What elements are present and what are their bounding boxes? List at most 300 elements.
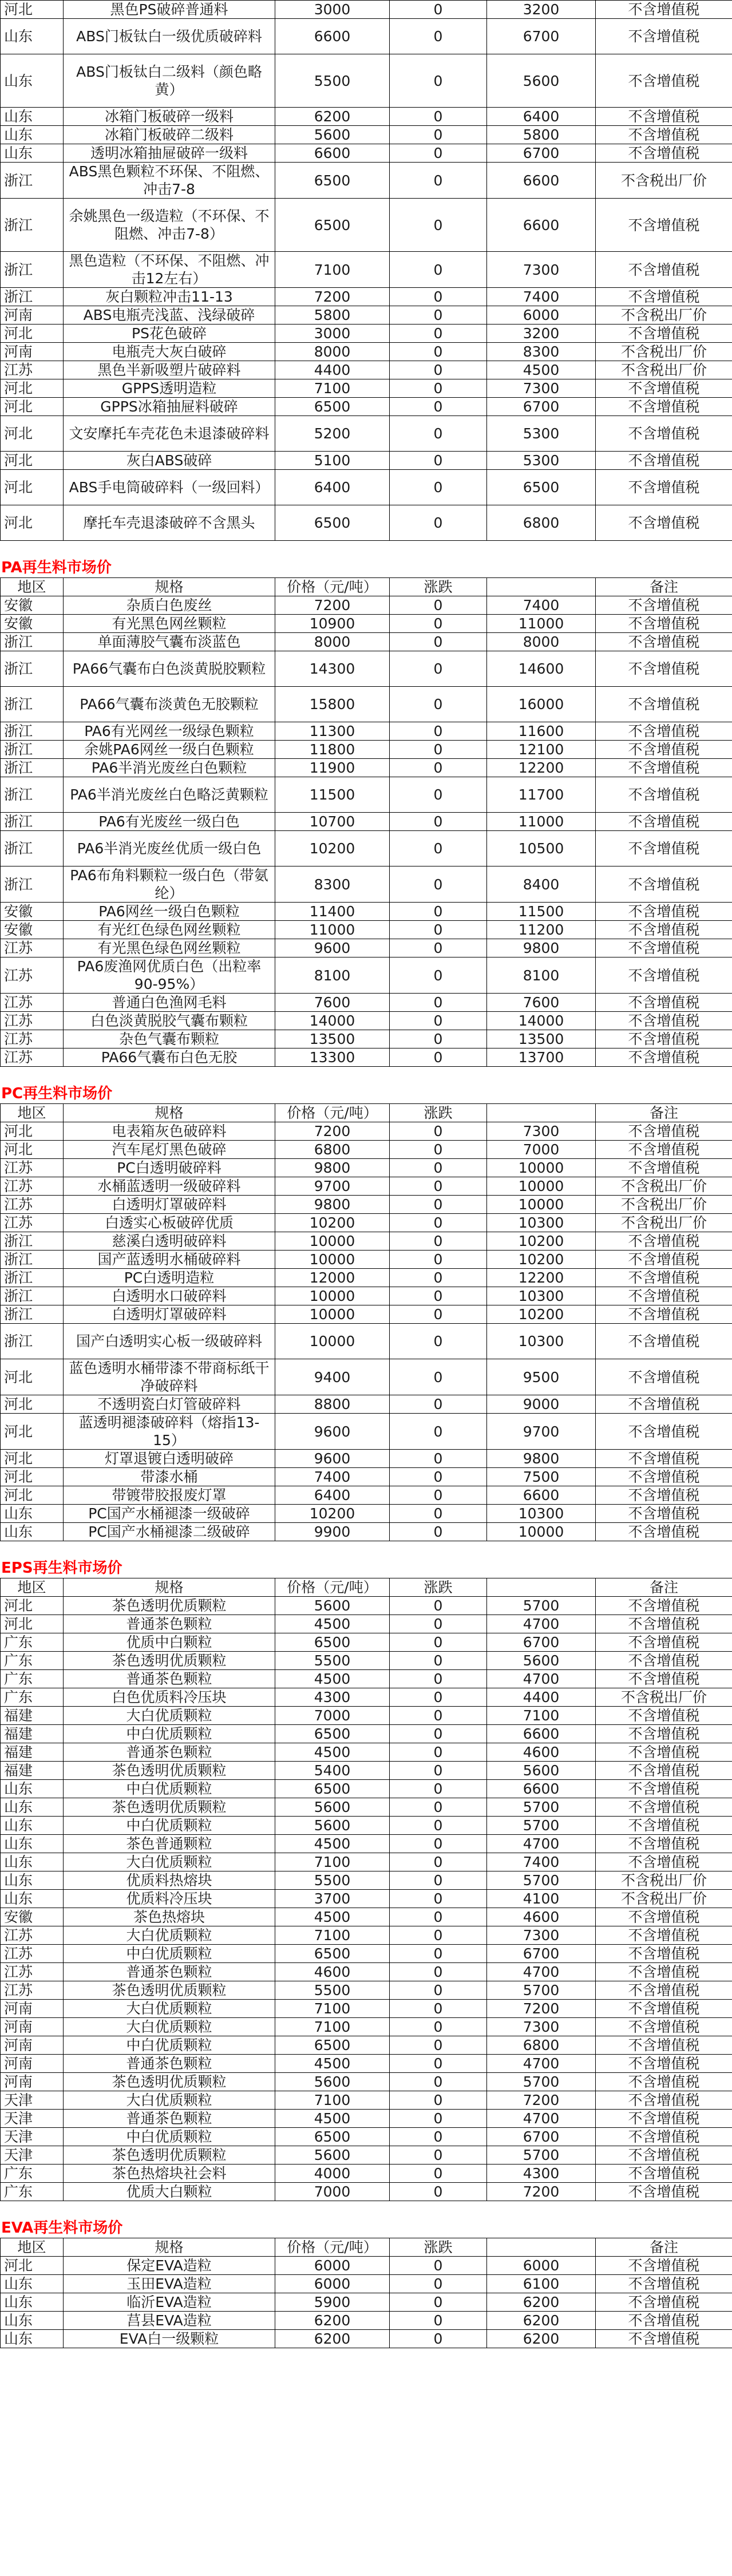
- spec-cell: 杂质白色废丝: [64, 596, 275, 615]
- region-cell: 江苏: [1, 361, 64, 379]
- price-high-cell: 6500: [487, 470, 596, 505]
- change-cell: 0: [390, 2165, 487, 2183]
- spec-cell: 国产蓝透明水桶破碎料: [64, 1251, 275, 1269]
- price-low-cell: 6500: [275, 163, 390, 199]
- spec-cell: ABS黑色颗粒不环保、不阻燃、冲击7-8: [64, 163, 275, 199]
- note-cell: 不含增值税: [596, 19, 732, 54]
- note-cell: 不含增值税: [596, 1305, 732, 1324]
- price-high-cell: 10000: [487, 1523, 596, 1541]
- price-high-cell: 7500: [487, 1468, 596, 1486]
- note-cell: 不含增值税: [596, 54, 732, 108]
- region-cell: 福建: [1, 1725, 64, 1743]
- price-low-cell: 10200: [275, 831, 390, 866]
- note-cell: 不含增值税: [596, 1030, 732, 1048]
- price-high-cell: 4700: [487, 2055, 596, 2073]
- price-low-cell: 4000: [275, 2165, 390, 2183]
- spec-cell: 余姚黑色一级造粒（不环保、不阻燃、冲击7-8）: [64, 199, 275, 252]
- header-cell: [487, 1578, 596, 1597]
- change-cell: 0: [390, 1670, 487, 1688]
- price-high-cell: 13500: [487, 1030, 596, 1048]
- price-low-cell: 7100: [275, 252, 390, 288]
- table-row: [1, 1214, 732, 1232]
- change-cell: 0: [390, 1853, 487, 1871]
- change-cell: 0: [390, 288, 487, 306]
- spec-cell: PA6有光网丝一级绿色颗粒: [64, 722, 275, 741]
- region-cell: 山东: [1, 2293, 64, 2312]
- note-cell: 不含增值税: [596, 452, 732, 470]
- price-low-cell: 15800: [275, 687, 390, 722]
- price-high-cell: 8400: [487, 866, 596, 903]
- spec-cell: 蓝透明褪漆破碎料（熔指13-15）: [64, 1414, 275, 1450]
- change-cell: 0: [390, 615, 487, 633]
- header-cell: 地区: [1, 1104, 64, 1122]
- region-cell: 天津: [1, 2128, 64, 2146]
- table-row: [1, 2146, 732, 2165]
- change-cell: 0: [390, 903, 487, 921]
- region-cell: 江苏: [1, 994, 64, 1012]
- header-cell: 备注: [596, 1104, 732, 1122]
- region-cell: 河北: [1, 2257, 64, 2275]
- price-high-cell: 6600: [487, 199, 596, 252]
- note-cell: 不含税出厂价: [596, 1890, 732, 1908]
- change-cell: 0: [390, 1707, 487, 1725]
- region-cell: 广东: [1, 2165, 64, 2183]
- spec-cell: 冰箱门板破碎二级料: [64, 126, 275, 144]
- region-cell: 山东: [1, 1505, 64, 1523]
- spec-cell: 临沂EVA造粒: [64, 2293, 275, 2312]
- note-cell: 不含增值税: [596, 1414, 732, 1450]
- price-low-cell: 4500: [275, 1670, 390, 1688]
- price-low-cell: 6600: [275, 19, 390, 54]
- price-high-cell: 5300: [487, 416, 596, 452]
- change-cell: 0: [390, 1963, 487, 1981]
- table-row: [1, 54, 732, 108]
- table-row: [1, 163, 732, 199]
- region-cell: 浙江: [1, 759, 64, 777]
- table-row: [1, 1269, 732, 1287]
- region-cell: 河北: [1, 470, 64, 505]
- header-cell: 规格: [64, 1104, 275, 1122]
- price-high-cell: 7400: [487, 596, 596, 615]
- spec-cell: ABS门板钛白一级优质破碎料: [64, 19, 275, 54]
- price-low-cell: 10000: [275, 1324, 390, 1359]
- price-low-cell: 5500: [275, 1871, 390, 1890]
- change-cell: 0: [390, 939, 487, 957]
- change-cell: 0: [390, 1232, 487, 1251]
- change-cell: 0: [390, 2312, 487, 2330]
- table-row: [1, 1688, 732, 1707]
- region-cell: 河北: [1, 1597, 64, 1615]
- region-cell: 河北: [1, 1359, 64, 1395]
- change-cell: 0: [390, 2183, 487, 2201]
- table-row: [1, 199, 732, 252]
- section-title-eva: EVA再生料市场价: [1, 2219, 123, 2237]
- price-high-cell: 10500: [487, 831, 596, 866]
- spec-cell: 大白优质颗粒: [64, 2018, 275, 2036]
- region-cell: 山东: [1, 1817, 64, 1835]
- change-cell: 0: [390, 1505, 487, 1523]
- note-cell: 不含税出厂价: [596, 343, 732, 361]
- region-cell: 山东: [1, 126, 64, 144]
- spec-cell: PA6废渔网优质白色（出粒率90-95%）: [64, 957, 275, 994]
- price-low-cell: 9600: [275, 939, 390, 957]
- price-low-cell: 5200: [275, 416, 390, 452]
- change-cell: 0: [390, 306, 487, 325]
- spec-cell: EVA白一级颗粒: [64, 2330, 275, 2348]
- table-row: [1, 1853, 732, 1871]
- table-row: [1, 470, 732, 505]
- price-high-cell: 6700: [487, 398, 596, 416]
- header-cell: 价格（元/吨）: [275, 1578, 390, 1597]
- table-row: [1, 452, 732, 470]
- note-cell: 不含增值税: [596, 1048, 732, 1067]
- note-cell: 不含增值税: [596, 2000, 732, 2018]
- price-high-cell: 16000: [487, 687, 596, 722]
- change-cell: 0: [390, 1251, 487, 1269]
- table-row: [1, 722, 732, 741]
- note-cell: 不含增值税: [596, 1486, 732, 1505]
- change-cell: 0: [390, 1012, 487, 1030]
- change-cell: 0: [390, 398, 487, 416]
- spec-cell: 冰箱门板破碎一级料: [64, 108, 275, 126]
- table-row: [1, 1324, 732, 1359]
- spec-cell: 茶色透明优质颗粒: [64, 1981, 275, 2000]
- note-cell: 不含增值税: [596, 2091, 732, 2110]
- change-cell: 0: [390, 1159, 487, 1177]
- region-cell: 浙江: [1, 633, 64, 651]
- price-table-abs: [0, 0, 732, 541]
- note-cell: 不含增值税: [596, 2183, 732, 2201]
- note-cell: 不含增值税: [596, 2055, 732, 2073]
- note-cell: 不含增值税: [596, 1287, 732, 1305]
- spec-cell: 灰白颗粒冲击11-13: [64, 288, 275, 306]
- price-high-cell: 7400: [487, 1853, 596, 1871]
- region-cell: 浙江: [1, 866, 64, 903]
- spec-cell: 灰白ABS破碎: [64, 452, 275, 470]
- price-high-cell: 11000: [487, 615, 596, 633]
- price-low-cell: 8300: [275, 866, 390, 903]
- region-cell: 浙江: [1, 199, 64, 252]
- table-row: [1, 813, 732, 831]
- price-low-cell: 7600: [275, 994, 390, 1012]
- change-cell: 0: [390, 325, 487, 343]
- price-high-cell: 6800: [487, 2036, 596, 2055]
- change-cell: 0: [390, 1450, 487, 1468]
- note-cell: 不含增值税: [596, 633, 732, 651]
- region-cell: 安徽: [1, 1908, 64, 1926]
- region-cell: 江苏: [1, 1963, 64, 1981]
- region-cell: 浙江: [1, 1287, 64, 1305]
- note-cell: 不含增值税: [596, 2073, 732, 2091]
- change-cell: 0: [390, 1523, 487, 1541]
- note-cell: 不含增值税: [596, 1945, 732, 1963]
- note-cell: 不含增值税: [596, 994, 732, 1012]
- change-cell: 0: [390, 1817, 487, 1835]
- price-low-cell: 7200: [275, 596, 390, 615]
- price-low-cell: 11500: [275, 777, 390, 813]
- price-high-cell: 9800: [487, 939, 596, 957]
- change-cell: 0: [390, 1030, 487, 1048]
- spec-cell: 普通茶色颗粒: [64, 1670, 275, 1688]
- price-high-cell: 6600: [487, 1780, 596, 1798]
- header-cell: 涨跌: [390, 1578, 487, 1597]
- price-high-cell: 6000: [487, 2257, 596, 2275]
- note-cell: 不含增值税: [596, 722, 732, 741]
- table-row: [1, 1670, 732, 1688]
- note-cell: 不含增值税: [596, 1615, 732, 1633]
- price-low-cell: 6400: [275, 470, 390, 505]
- price-low-cell: 5400: [275, 1762, 390, 1780]
- table-row: [1, 1652, 732, 1670]
- header-cell: 备注: [596, 1578, 732, 1597]
- region-cell: 广东: [1, 2183, 64, 2201]
- note-cell: 不含增值税: [596, 1817, 732, 1835]
- spec-cell: PC白透明破碎料: [64, 1159, 275, 1177]
- spec-cell: 普通茶色颗粒: [64, 1743, 275, 1762]
- change-cell: 0: [390, 759, 487, 777]
- price-table-eva: [0, 2238, 732, 2348]
- price-high-cell: 4700: [487, 1835, 596, 1853]
- table-row: [1, 505, 732, 541]
- price-low-cell: 4400: [275, 361, 390, 379]
- region-cell: 浙江: [1, 1251, 64, 1269]
- change-cell: 0: [390, 1945, 487, 1963]
- table-row: [1, 994, 732, 1012]
- spec-cell: 茶色透明优质颗粒: [64, 2146, 275, 2165]
- spec-cell: 水桶蓝透明一级破碎料: [64, 1177, 275, 1196]
- change-cell: 0: [390, 1743, 487, 1762]
- header-cell: 价格（元/吨）: [275, 1104, 390, 1122]
- spec-cell: 白透实心板破碎优质: [64, 1214, 275, 1232]
- change-cell: 0: [390, 1468, 487, 1486]
- region-cell: 山东: [1, 1890, 64, 1908]
- price-high-cell: 5700: [487, 1597, 596, 1615]
- region-cell: 山东: [1, 1780, 64, 1798]
- price-low-cell: 5500: [275, 54, 390, 108]
- note-cell: 不含增值税: [596, 2312, 732, 2330]
- header-cell: 备注: [596, 578, 732, 596]
- price-high-cell: 7200: [487, 2183, 596, 2201]
- table-row: [1, 1798, 732, 1817]
- price-low-cell: 6200: [275, 2312, 390, 2330]
- price-high-cell: 12100: [487, 741, 596, 759]
- table-row: [1, 416, 732, 452]
- price-high-cell: 10300: [487, 1287, 596, 1305]
- spec-cell: ABS门板钛白二级料（颜色略黄）: [64, 54, 275, 108]
- price-low-cell: 4600: [275, 1963, 390, 1981]
- region-cell: 山东: [1, 2275, 64, 2293]
- spec-cell: 慈溪白透明破碎料: [64, 1232, 275, 1251]
- spec-cell: 不透明瓷白灯管破碎料: [64, 1395, 275, 1414]
- spec-cell: 茶色透明优质颗粒: [64, 1597, 275, 1615]
- change-cell: 0: [390, 633, 487, 651]
- price-high-cell: 6700: [487, 1633, 596, 1652]
- note-cell: 不含增值税: [596, 325, 732, 343]
- price-low-cell: 10000: [275, 1305, 390, 1324]
- price-high-cell: 5700: [487, 1981, 596, 2000]
- table-row: [1, 2330, 732, 2348]
- change-cell: 0: [390, 470, 487, 505]
- note-cell: 不含增值税: [596, 1908, 732, 1926]
- change-cell: 0: [390, 1835, 487, 1853]
- note-cell: 不含增值税: [596, 1798, 732, 1817]
- region-cell: 河南: [1, 2018, 64, 2036]
- price-low-cell: 7200: [275, 288, 390, 306]
- table-row: [1, 1048, 732, 1067]
- table-row: [1, 1450, 732, 1468]
- price-high-cell: 10000: [487, 1196, 596, 1214]
- region-cell: 河北: [1, 505, 64, 541]
- region-cell: 江苏: [1, 939, 64, 957]
- price-low-cell: 3000: [275, 325, 390, 343]
- table-row: [1, 1523, 732, 1541]
- note-cell: 不含增值税: [596, 687, 732, 722]
- note-cell: 不含增值税: [596, 144, 732, 163]
- change-cell: 0: [390, 1762, 487, 1780]
- price-high-cell: 7200: [487, 2091, 596, 2110]
- price-low-cell: 10200: [275, 1214, 390, 1232]
- price-high-cell: 7300: [487, 1926, 596, 1945]
- price-low-cell: 4500: [275, 1835, 390, 1853]
- table-row: [1, 343, 732, 361]
- table-row: [1, 2000, 732, 2018]
- region-cell: 浙江: [1, 1269, 64, 1287]
- change-cell: 0: [390, 1597, 487, 1615]
- change-cell: 0: [390, 1214, 487, 1232]
- region-cell: 江苏: [1, 1981, 64, 2000]
- spec-cell: 中白优质颗粒: [64, 2128, 275, 2146]
- spec-cell: PA6布角料颗粒一级白色（带氨纶）: [64, 866, 275, 903]
- change-cell: 0: [390, 777, 487, 813]
- note-cell: 不含增值税: [596, 1, 732, 19]
- price-low-cell: 13500: [275, 1030, 390, 1048]
- change-cell: 0: [390, 1486, 487, 1505]
- spec-cell: 有光黑色绿色网丝颗粒: [64, 939, 275, 957]
- price-low-cell: 4500: [275, 1615, 390, 1633]
- price-high-cell: 7300: [487, 252, 596, 288]
- table-row: [1, 1908, 732, 1926]
- note-cell: 不含增值税: [596, 2257, 732, 2275]
- spec-cell: 茶色透明优质颗粒: [64, 1798, 275, 1817]
- price-low-cell: 7100: [275, 379, 390, 398]
- table-row: [1, 2073, 732, 2091]
- table-row: [1, 1615, 732, 1633]
- change-cell: 0: [390, 2036, 487, 2055]
- price-low-cell: 11900: [275, 759, 390, 777]
- table-row: [1, 651, 732, 687]
- price-low-cell: 5800: [275, 306, 390, 325]
- table-row: [1, 831, 732, 866]
- change-cell: 0: [390, 2073, 487, 2091]
- price-high-cell: 6200: [487, 2293, 596, 2312]
- change-cell: 0: [390, 199, 487, 252]
- region-cell: 江苏: [1, 1945, 64, 1963]
- note-cell: 不含增值税: [596, 470, 732, 505]
- note-cell: 不含增值税: [596, 1670, 732, 1688]
- change-cell: 0: [390, 452, 487, 470]
- change-cell: 0: [390, 379, 487, 398]
- spec-cell: 电表箱灰色破碎料: [64, 1122, 275, 1141]
- price-high-cell: 5600: [487, 1762, 596, 1780]
- change-cell: 0: [390, 2018, 487, 2036]
- note-cell: 不含增值税: [596, 1707, 732, 1725]
- price-low-cell: 14000: [275, 1012, 390, 1030]
- region-cell: 河北: [1, 452, 64, 470]
- change-cell: 0: [390, 1908, 487, 1926]
- price-high-cell: 10300: [487, 1214, 596, 1232]
- spec-cell: 茶色透明优质颗粒: [64, 2073, 275, 2091]
- spec-cell: 中白优质颗粒: [64, 1945, 275, 1963]
- price-low-cell: 14300: [275, 651, 390, 687]
- spec-cell: 中白优质颗粒: [64, 1780, 275, 1798]
- section-spacer: [0, 1541, 732, 1558]
- table-row: [1, 1725, 732, 1743]
- spec-cell: 汽车尾灯黑色破碎: [64, 1141, 275, 1159]
- region-cell: 江苏: [1, 1030, 64, 1048]
- change-cell: 0: [390, 54, 487, 108]
- table-row: [1, 2036, 732, 2055]
- spec-cell: 电瓶壳大灰白破碎: [64, 343, 275, 361]
- price-low-cell: 10900: [275, 615, 390, 633]
- price-low-cell: 6000: [275, 2275, 390, 2293]
- price-high-cell: 7300: [487, 1122, 596, 1141]
- region-cell: 山东: [1, 2312, 64, 2330]
- price-high-cell: 6600: [487, 1725, 596, 1743]
- price-low-cell: 5100: [275, 452, 390, 470]
- note-cell: 不含增值税: [596, 596, 732, 615]
- note-cell: 不含增值税: [596, 2146, 732, 2165]
- price-low-cell: 3000: [275, 1, 390, 19]
- spec-cell: 优质中白颗粒: [64, 1633, 275, 1652]
- price-low-cell: 7000: [275, 2183, 390, 2201]
- spec-cell: PA6半消光废丝白色颗粒: [64, 759, 275, 777]
- spec-cell: 莒县EVA造粒: [64, 2312, 275, 2330]
- price-low-cell: 8000: [275, 633, 390, 651]
- price-high-cell: 11500: [487, 903, 596, 921]
- table-row: [1, 1159, 732, 1177]
- price-low-cell: 6500: [275, 2128, 390, 2146]
- region-cell: 浙江: [1, 651, 64, 687]
- note-cell: 不含税出厂价: [596, 306, 732, 325]
- change-cell: 0: [390, 1926, 487, 1945]
- table-row: [1, 1251, 732, 1269]
- price-low-cell: 8000: [275, 343, 390, 361]
- change-cell: 0: [390, 126, 487, 144]
- change-cell: 0: [390, 866, 487, 903]
- spec-cell: 优质料冷压块: [64, 1890, 275, 1908]
- note-cell: 不含增值税: [596, 1012, 732, 1030]
- note-cell: 不含增值税: [596, 1523, 732, 1541]
- price-high-cell: 5700: [487, 1817, 596, 1835]
- price-high-cell: 6700: [487, 2128, 596, 2146]
- change-cell: 0: [390, 2055, 487, 2073]
- note-cell: 不含增值税: [596, 126, 732, 144]
- change-cell: 0: [390, 2330, 487, 2348]
- region-cell: 浙江: [1, 831, 64, 866]
- change-cell: 0: [390, 1287, 487, 1305]
- change-cell: 0: [390, 2257, 487, 2275]
- change-cell: 0: [390, 1414, 487, 1450]
- price-low-cell: 5600: [275, 2073, 390, 2091]
- price-low-cell: 10000: [275, 1287, 390, 1305]
- price-low-cell: 4500: [275, 2110, 390, 2128]
- spec-cell: 白色淡黄脱胶气囊布颗粒: [64, 1012, 275, 1030]
- spec-cell: 大白优质颗粒: [64, 1707, 275, 1725]
- note-cell: 不含增值税: [596, 921, 732, 939]
- spec-cell: 国产白透明实心板一级破碎料: [64, 1324, 275, 1359]
- price-low-cell: 7100: [275, 2018, 390, 2036]
- region-cell: 河北: [1, 1468, 64, 1486]
